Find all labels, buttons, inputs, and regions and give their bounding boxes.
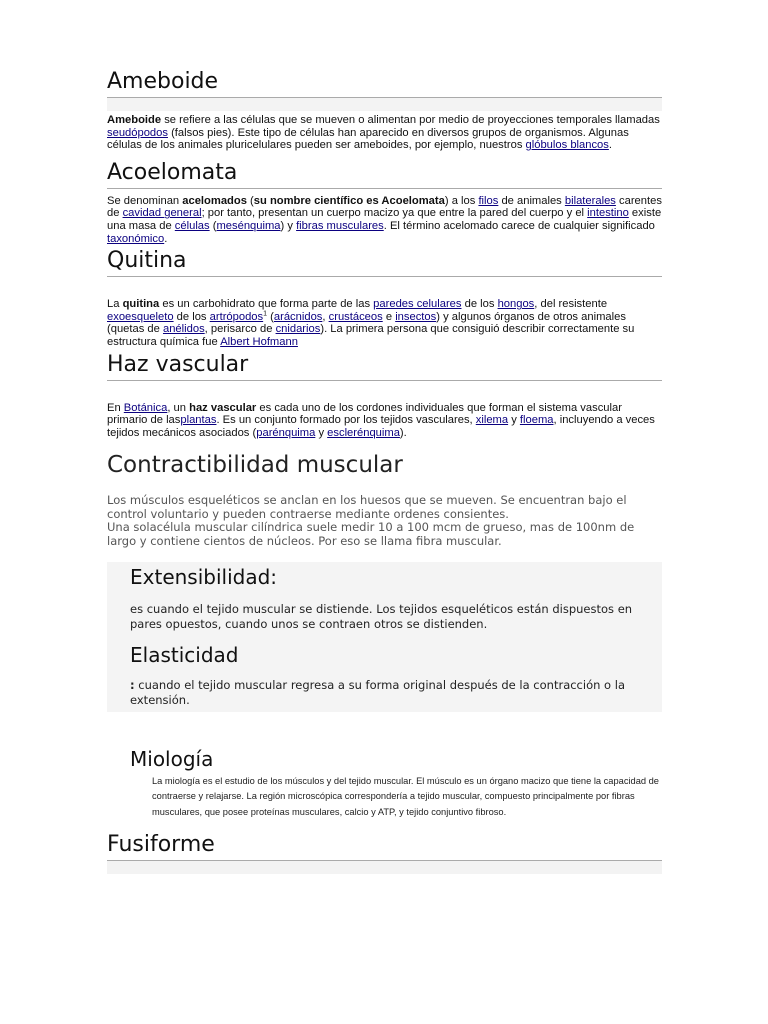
wiki-link[interactable]: esclerénquima	[327, 426, 400, 439]
wiki-link[interactable]: anélidos	[162, 323, 205, 336]
wiki-link[interactable]: paredes celulares	[373, 298, 462, 311]
wiki-link[interactable]: cavidad general	[122, 207, 202, 220]
bold-term: Ameboide	[107, 114, 162, 126]
section-quitina	[107, 248, 662, 348]
heading-contractibilidad: Contractibilidad muscular	[107, 452, 403, 479]
wiki-link[interactable]: células	[174, 219, 210, 232]
heading-miologia: Miología	[130, 746, 214, 771]
section-ameboide	[107, 69, 662, 152]
wiki-link[interactable]: intestino	[587, 207, 629, 220]
section-miologia	[107, 746, 662, 820]
section-contractibilidad	[107, 450, 662, 548]
wiki-link[interactable]: Albert Hofmann	[220, 335, 298, 348]
section-haz-vascular	[107, 352, 662, 440]
wiki-link[interactable]: cnidarios	[275, 323, 321, 336]
bold-term: acelomados	[182, 194, 247, 207]
elasticidad-text: cuando el tejido muscular regresa a su forma original después de la contracción o la extensión.	[130, 677, 625, 707]
bold-term: haz vascular	[189, 401, 257, 414]
wiki-link[interactable]: taxonómico	[107, 232, 165, 245]
section-band	[107, 861, 662, 874]
wiki-link[interactable]: xilema	[475, 414, 509, 427]
footnote-ref[interactable]: 1	[263, 310, 268, 318]
document-page	[107, 60, 662, 874]
paragraph-elasticidad	[130, 678, 662, 708]
wiki-link[interactable]: artrópodos	[209, 310, 264, 323]
heading-acoelomata: Acoelomata	[107, 160, 662, 189]
heading-haz-vascular: Haz vascular	[107, 352, 662, 381]
wiki-link[interactable]: Botánica	[123, 401, 168, 414]
spacer	[107, 381, 662, 402]
wiki-link[interactable]: crustáceos	[328, 310, 383, 323]
wiki-link[interactable]: parénquima	[256, 426, 316, 439]
wiki-link[interactable]: mesénquima	[216, 219, 281, 232]
spacer	[107, 480, 662, 494]
paragraph-contractibilidad-2: Una solacélula muscular cilíndrica suele medir 10 a 100 mcm de grueso, mas de 100nm de largo y contiene cientos de núcleos. Por eso se llama fibra muscular.	[107, 520, 635, 548]
heading-fusiforme: Fusiforme	[107, 832, 662, 861]
grey-box	[107, 562, 662, 712]
wiki-link[interactable]: hongos	[497, 298, 535, 311]
paragraph-ameboide: Ameboide se refiere a las células que se mueven o alimentan por medio de proyecciones temporales llamadas seudópodos (falsos pies). Este tipo de células han aparecido en diversos grupos de organismos. Algunas células de los animales pluricelulares pueden ser ameboides, por ejemplo, nuestros glóbulos blancos.	[107, 114, 660, 152]
wiki-link[interactable]: exoesqueleto	[107, 310, 174, 323]
heading-ameboide: Ameboide	[107, 69, 662, 98]
paragraph-miologia: La miología es el estudio de los músculos y del tejido muscular. El músculo es un órgano macizo que tiene la capacidad de contraerse y relajarse. La región microscópica correspondería a tejido muscular, compuesto principalmente por fibras musculares, que posee proteínas musculares, calcio y ATP, y tejido conjuntivo fibroso.	[152, 775, 659, 817]
heading-extensibilidad: Extensibilidad:	[130, 564, 278, 589]
bold-term: quitina	[122, 298, 160, 311]
wiki-link[interactable]: insectos	[395, 310, 437, 323]
heading-elasticidad: Elasticidad	[130, 642, 239, 667]
wiki-link[interactable]: bilaterales	[564, 194, 616, 207]
wiki-link[interactable]: filos	[478, 194, 499, 207]
wiki-link[interactable]: arácnidos	[273, 310, 323, 323]
section-band	[107, 98, 662, 111]
paragraph-extensibilidad: es cuando el tejido muscular se distiende. Los tejidos esqueléticos están dispuestos en pares opuestos, cuando unos se contraen otros se distienden.	[130, 601, 633, 631]
spacer	[107, 277, 662, 298]
wiki-link[interactable]: seudópodos	[107, 126, 168, 139]
wiki-link[interactable]: plantas	[180, 414, 217, 427]
wiki-link[interactable]: glóbulos blancos	[525, 139, 609, 152]
wiki-link[interactable]: fibras musculares	[296, 219, 384, 232]
paragraph-acoelomata: Se denominan acelomados (su nombre científico es Acoelomata) a los filos de animales bilaterales carentes de cavidad general; por tanto, presentan un cuerpo macizo ya que entre la pared del cuerpo y el intestino existe una masa de células (mesénquima) y fibras musculares. El término acelomado carece de cualquier significado taxonómico.	[107, 194, 662, 245]
spacer	[130, 590, 662, 602]
elasticidad-prefix: :	[130, 677, 135, 692]
spacer	[130, 668, 662, 678]
paragraph-quitina: La quitina es un carbohidrato que forma parte de las paredes celulares de los hongos, del resistente exoesqueleto de los artrópodos$^1$ (arácnidos, crustáceos e insectos) y algunos órganos de otros animales (quetas de anélidos, perisarco de cnidarios). La primera persona que consiguió describir correctamente su estructura química fue Albert Hofmann	[107, 298, 635, 348]
wiki-link[interactable]: floema	[519, 414, 554, 427]
section-acoelomata	[107, 160, 662, 245]
paragraph-haz-vascular: En Botánica, un haz vascular es cada uno de los cordones individuales que forman el sistema vascular primario de lasplantas. Es un conjunto formado por los tejidos vasculares, xilema y floema, incluyendo a veces tejidos mecánicos asociados (parénquima y esclerénquima).	[107, 401, 655, 439]
section-fusiforme	[107, 832, 662, 874]
heading-quitina: Quitina	[107, 248, 662, 277]
bold-term: su nombre científico es Acoelomata	[253, 194, 445, 207]
paragraph-contractibilidad-1: Los músculos esqueléticos se anclan en los huesos que se mueven. Se encuentran bajo el control voluntario y pueden contraerse mediante ordenes consientes.	[107, 493, 627, 521]
